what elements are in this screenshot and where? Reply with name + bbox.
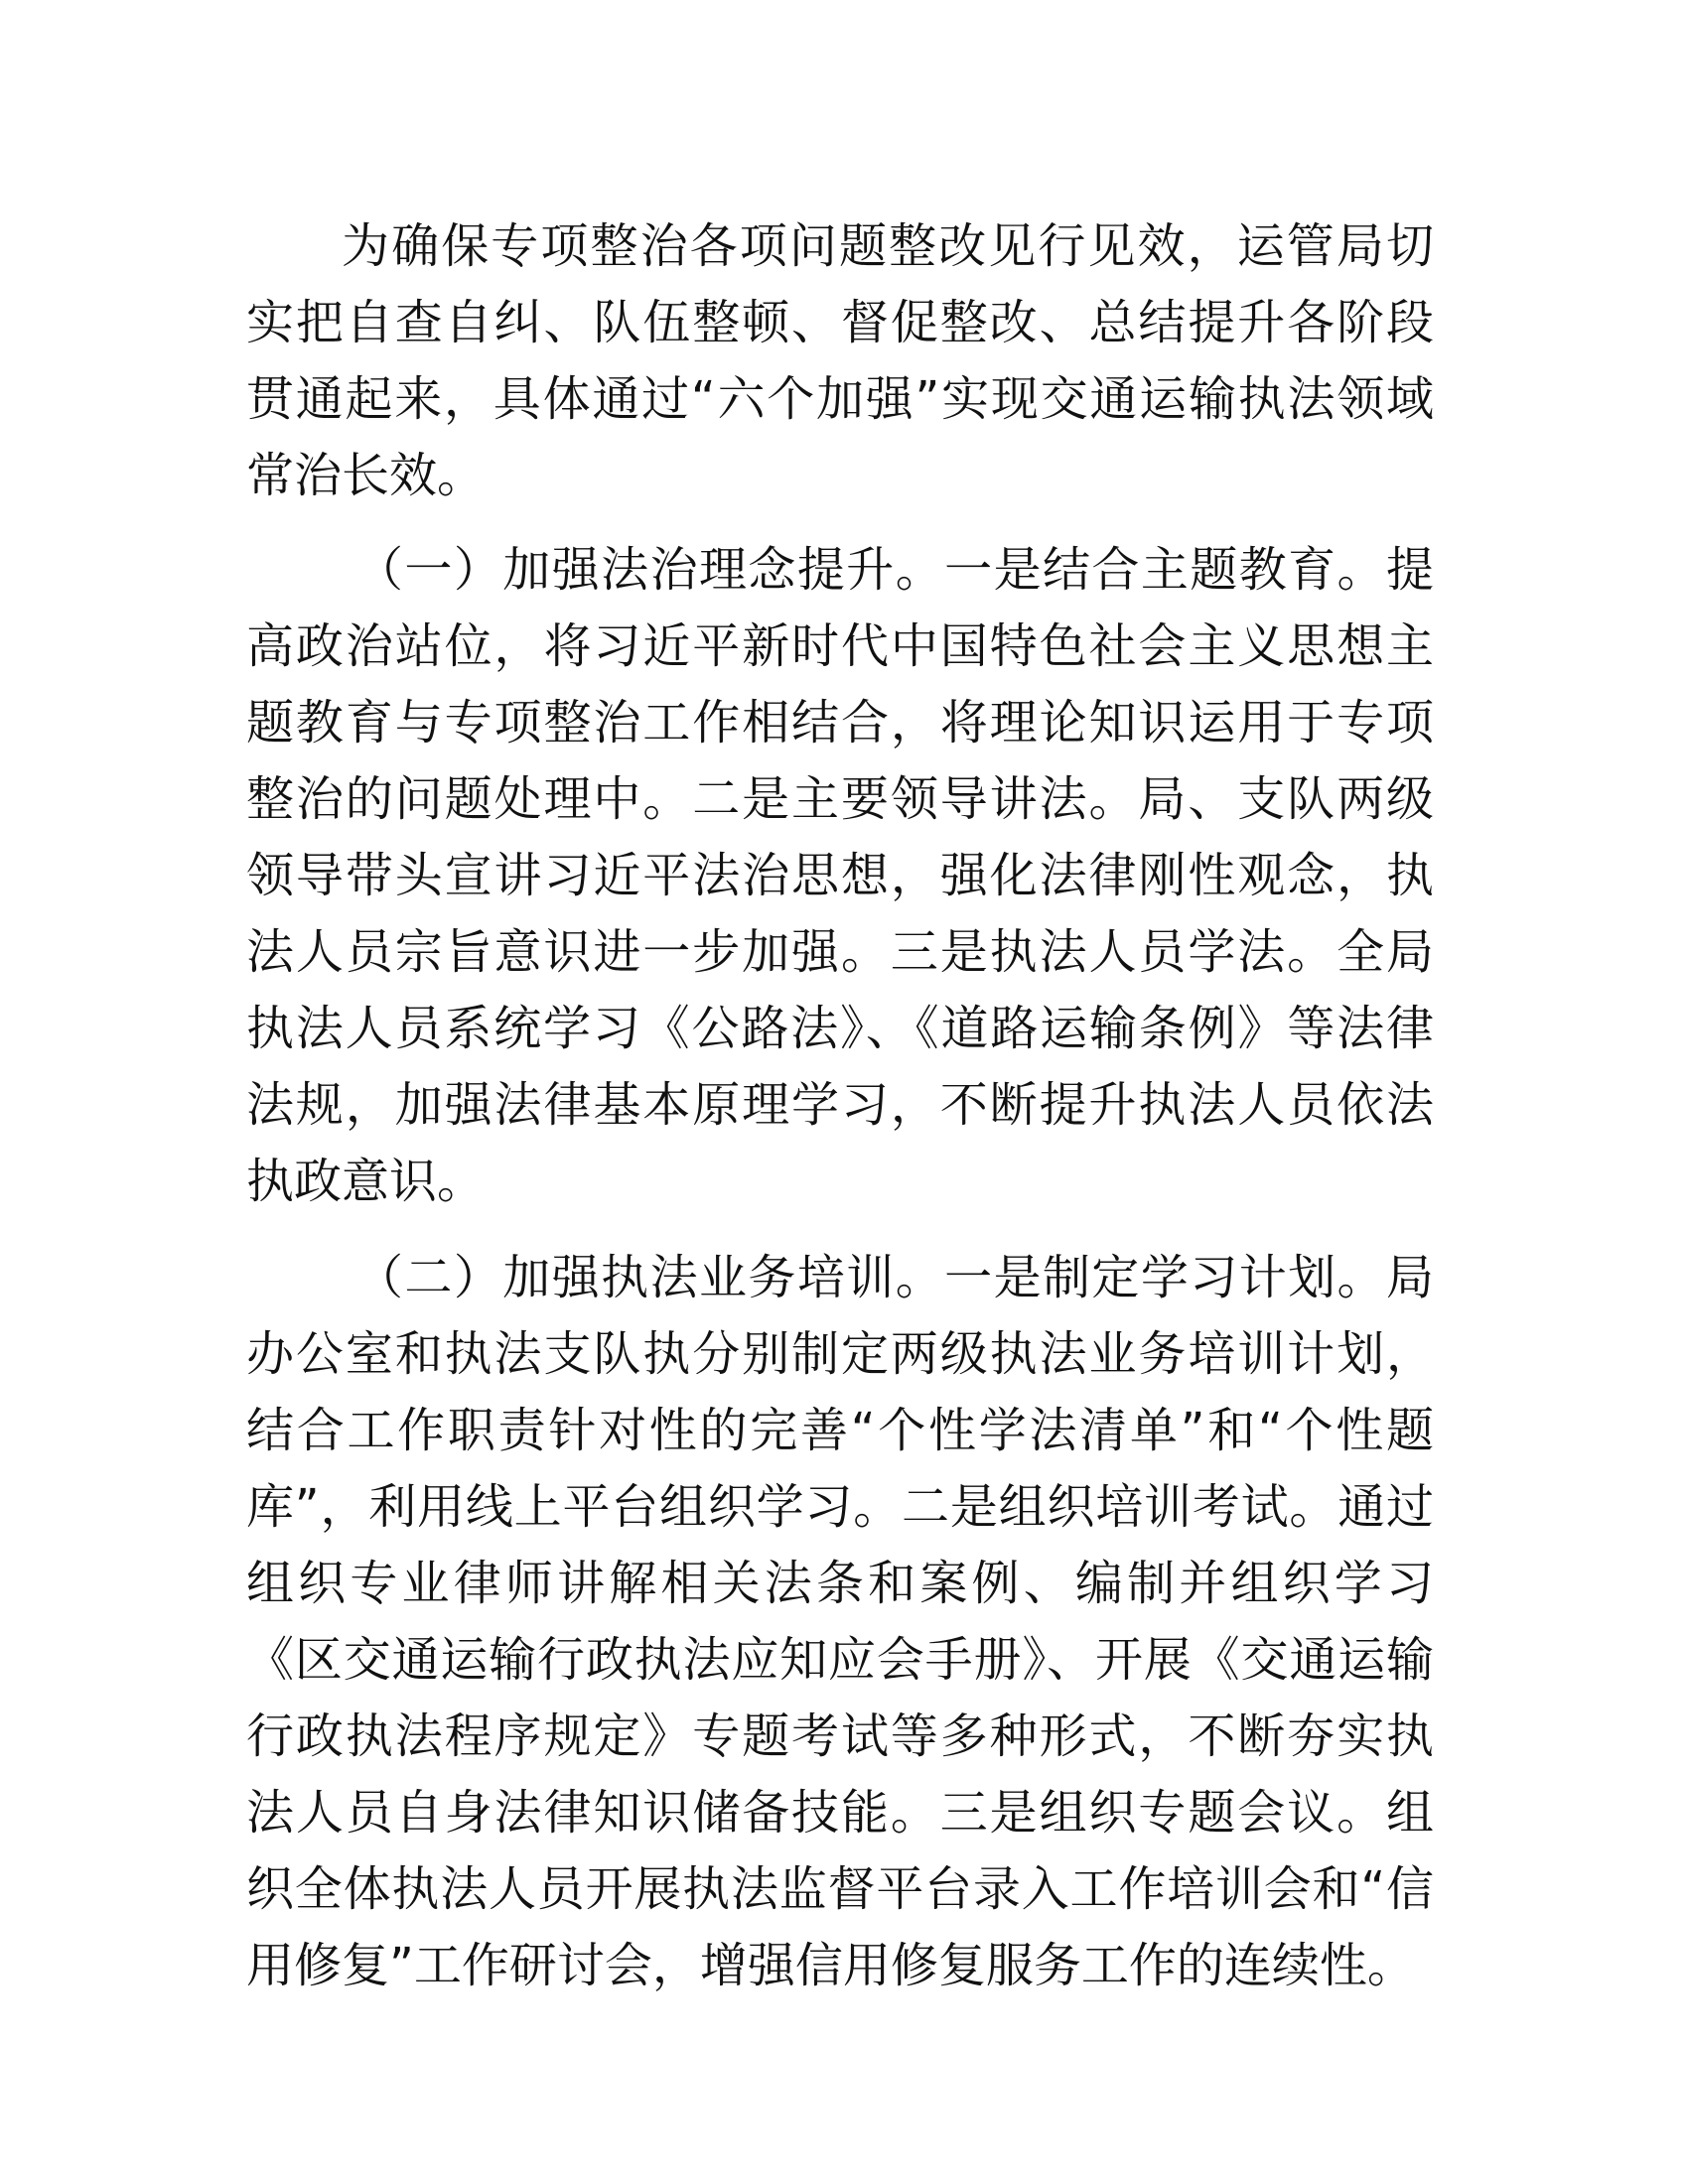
paragraph-section-one: （一）加强法治理念提升。一是结合主题教育。提高政治站位，将习近平新时代中国特色社会主义思想主题教育与专项整治工作相结合，将理论知识运用于专项整治的问题处理中。二是主要领导讲法。局、支队两级领导带头宣讲习近平法治思想，强化法律刚性观念，执法人员宗旨意识进一步加强。三是执法人员学法。全局执法人员系统学习《公路法》、《道路运输条例》等法律法规，加强法律基本原理学习，不断提升执法人员依法执政意识。 xyxy=(246,542,1434,1209)
paragraph-intro: 为确保专项整治各项问题整改见行见效，运管局切实把自查自纠、队伍整顿、督促整改、总结提升各阶段贯通起来，具体通过“六个加强”实现交通运输执法领域常治长效。 xyxy=(246,218,1434,503)
document-body xyxy=(246,208,1434,2004)
paragraph-section-two: （二）加强执法业务培训。一是制定学习计划。局办公室和执法支队执分别制定两级执法业务培训计划，结合工作职责针对性的完善“个性学法清单”和“个性题库”，利用线上平台组织学习。二是组织培训考试。通过组织专业律师讲解相关法条和案例、编制并组织学习《区交通运输行政执法应知应会手册》、开展《交通运输行政执法程序规定》专题考试等多种形式，不断夯实执法人员自身法律知识储备技能。三是组织专题会议。组织全体执法人员开展执法监督平台录入工作培训会和“信用修复”工作研讨会，增强信用修复服务工作的连续性。 xyxy=(246,1250,1434,1993)
